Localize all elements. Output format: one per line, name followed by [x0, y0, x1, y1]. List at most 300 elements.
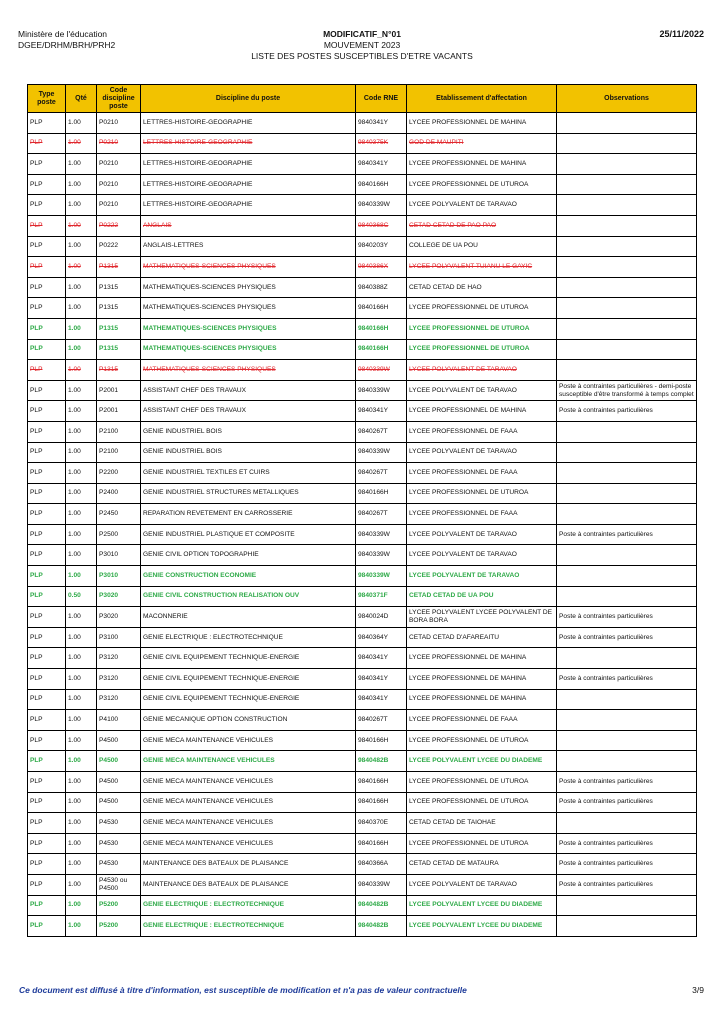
- cell-code: P3020: [97, 607, 141, 628]
- cell-observations: [557, 504, 697, 525]
- cell-code: P4500: [97, 751, 141, 772]
- vacancies-table: [27, 84, 697, 937]
- cell-etablissement: LYCEE PROFESSIONNEL DE MAHINA: [407, 113, 557, 134]
- cell-etablissement: LYCEE POLYVALENT LYCEE DU DIADEME: [407, 895, 557, 916]
- cell-qte: 1.00: [66, 813, 97, 834]
- table-row: [28, 236, 697, 257]
- cell-observations: [557, 113, 697, 134]
- table-row: [28, 813, 697, 834]
- cell-etablissement: CETAD CETAD DE UA POU: [407, 586, 557, 607]
- cell-discipline: GENIE INDUSTRIEL BOIS: [141, 442, 356, 463]
- cell-discipline: GENIE MECA MAINTENANCE VEHICULES: [141, 792, 356, 813]
- cell-discipline: ASSISTANT CHEF DES TRAVAUX: [141, 401, 356, 422]
- cell-type: PLP: [28, 627, 66, 648]
- table-row: [28, 339, 697, 360]
- cell-etablissement: LYCEE PROFESSIONNEL DE MAHINA: [407, 401, 557, 422]
- cell-observations: [557, 895, 697, 916]
- table-row: [28, 380, 697, 401]
- cell-qte: 1.00: [66, 730, 97, 751]
- page-number: 3/9: [692, 985, 704, 995]
- table-row: [28, 174, 697, 195]
- cell-qte: 1.00: [66, 669, 97, 690]
- cell-discipline: MATHEMATIQUES-SCIENCES PHYSIQUES: [141, 257, 356, 278]
- cell-type: PLP: [28, 710, 66, 731]
- cell-rne: 9840339W: [356, 360, 407, 381]
- cell-type: PLP: [28, 360, 66, 381]
- cell-code: P4530: [97, 854, 141, 875]
- cell-qte: 1.00: [66, 895, 97, 916]
- cell-qte: 1.00: [66, 318, 97, 339]
- cell-rne: 9840267T: [356, 463, 407, 484]
- cell-etablissement: LYCEE POLYVALENT LYCEE DU DIADEME: [407, 751, 557, 772]
- cell-discipline: GENIE MECANIQUE OPTION CONSTRUCTION: [141, 710, 356, 731]
- cell-discipline: GENIE CIVIL EQUIPEMENT TECHNIQUE-ENERGIE: [141, 648, 356, 669]
- cell-rne: 9840166H: [356, 318, 407, 339]
- cell-rne: 9840341Y: [356, 113, 407, 134]
- cell-observations: [557, 566, 697, 587]
- cell-type: PLP: [28, 380, 66, 401]
- cell-type: PLP: [28, 813, 66, 834]
- cell-rne: 9840371F: [356, 586, 407, 607]
- cell-discipline: LETTRES-HISTOIRE-GEOGRAPHIE: [141, 113, 356, 134]
- table-row: [28, 463, 697, 484]
- cell-observations: Poste à contraintes particulières - demi-poste susceptible d'être transformé à temps complet: [557, 380, 697, 401]
- cell-rne: 9840166H: [356, 730, 407, 751]
- cell-code: P1315: [97, 360, 141, 381]
- cell-code: P2001: [97, 380, 141, 401]
- table-row: [28, 833, 697, 854]
- table-row: [28, 421, 697, 442]
- cell-etablissement: LYCEE POLYVALENT LYCEE POLYVALENT DE BORA BORA: [407, 607, 557, 628]
- cell-qte: 1.00: [66, 648, 97, 669]
- cell-type: PLP: [28, 669, 66, 690]
- cell-observations: [557, 916, 697, 937]
- cell-observations: Poste à contraintes particulières: [557, 874, 697, 895]
- table-row: [28, 524, 697, 545]
- cell-type: PLP: [28, 586, 66, 607]
- cell-qte: 1.00: [66, 133, 97, 154]
- table-row: [28, 401, 697, 422]
- cell-code: P2200: [97, 463, 141, 484]
- cell-observations: [557, 215, 697, 236]
- cell-discipline: GENIE MECA MAINTENANCE VEHICULES: [141, 730, 356, 751]
- cell-rne: 9840267T: [356, 421, 407, 442]
- cell-rne: 9840166H: [356, 483, 407, 504]
- cell-discipline: ANGLAIS-LETTRES: [141, 236, 356, 257]
- cell-qte: 1.00: [66, 874, 97, 895]
- cell-observations: Poste à contraintes particulières: [557, 669, 697, 690]
- cell-code: P0210: [97, 133, 141, 154]
- cell-etablissement: LYCEE PROFESSIONNEL DE UTUROA: [407, 792, 557, 813]
- cell-code: P2500: [97, 524, 141, 545]
- cell-rne: 9840482B: [356, 895, 407, 916]
- cell-code: P4530: [97, 813, 141, 834]
- cell-rne: 9840166H: [356, 772, 407, 793]
- cell-discipline: ASSISTANT CHEF DES TRAVAUX: [141, 380, 356, 401]
- cell-discipline: MATHEMATIQUES-SCIENCES PHYSIQUES: [141, 360, 356, 381]
- cell-discipline: MACONNERIE: [141, 607, 356, 628]
- cell-observations: [557, 648, 697, 669]
- cell-qte: 1.00: [66, 113, 97, 134]
- cell-code: P3120: [97, 648, 141, 669]
- cell-code: P3120: [97, 689, 141, 710]
- cell-discipline: GENIE CIVIL EQUIPEMENT TECHNIQUE-ENERGIE: [141, 689, 356, 710]
- cell-type: PLP: [28, 566, 66, 587]
- table-row: [28, 710, 697, 731]
- cell-discipline: GENIE MECA MAINTENANCE VEHICULES: [141, 813, 356, 834]
- cell-type: PLP: [28, 833, 66, 854]
- cell-rne: 9840166H: [356, 174, 407, 195]
- cell-discipline: ANGLAIS: [141, 215, 356, 236]
- cell-discipline: GENIE INDUSTRIEL STRUCTURES METALLIQUES: [141, 483, 356, 504]
- cell-type: PLP: [28, 154, 66, 175]
- cell-discipline: GENIE ELECTRIQUE : ELECTROTECHNIQUE: [141, 627, 356, 648]
- table-row: [28, 298, 697, 319]
- col-header-code: Code discipline poste: [97, 85, 141, 113]
- cell-etablissement: LYCEE POLYVALENT DE TARAVAO: [407, 545, 557, 566]
- cell-code: P2100: [97, 421, 141, 442]
- table-row: [28, 792, 697, 813]
- col-header-qte: Qté: [66, 85, 97, 113]
- cell-etablissement: LYCEE POLYVALENT DE TARAVAO: [407, 566, 557, 587]
- cell-qte: 1.00: [66, 215, 97, 236]
- cell-etablissement: LYCEE PROFESSIONNEL DE UTUROA: [407, 833, 557, 854]
- cell-rne: 9840339W: [356, 380, 407, 401]
- cell-observations: [557, 813, 697, 834]
- cell-etablissement: LYCEE PROFESSIONNEL DE FAAA: [407, 710, 557, 731]
- cell-code: P1315: [97, 339, 141, 360]
- cell-rne: 9840482B: [356, 751, 407, 772]
- cell-observations: [557, 586, 697, 607]
- cell-qte: 1.00: [66, 401, 97, 422]
- cell-rne: 9840166H: [356, 792, 407, 813]
- cell-type: PLP: [28, 772, 66, 793]
- cell-code: P4100: [97, 710, 141, 731]
- cell-rne: 9840388Z: [356, 277, 407, 298]
- cell-etablissement: LYCEE POLYVALENT DE TARAVAO: [407, 380, 557, 401]
- cell-rne: 9840482B: [356, 916, 407, 937]
- col-header-rne: Code RNE: [356, 85, 407, 113]
- cell-rne: 9840370E: [356, 813, 407, 834]
- cell-code: P0210: [97, 174, 141, 195]
- cell-etablissement: LYCEE POLYVALENT LYCEE DU DIADEME: [407, 916, 557, 937]
- table-row: [28, 545, 697, 566]
- cell-qte: 1.00: [66, 710, 97, 731]
- document-date: 25/11/2022: [659, 29, 704, 39]
- cell-qte: 1.00: [66, 442, 97, 463]
- table-row: [28, 751, 697, 772]
- cell-rne: 9840341Y: [356, 669, 407, 690]
- cell-discipline: GENIE ELECTRIQUE : ELECTROTECHNIQUE: [141, 916, 356, 937]
- table-row: [28, 916, 697, 937]
- cell-rne: 9840166H: [356, 298, 407, 319]
- cell-rne: 9840203Y: [356, 236, 407, 257]
- cell-discipline: GENIE CONSTRUCTION ECONOMIE: [141, 566, 356, 587]
- cell-type: PLP: [28, 215, 66, 236]
- cell-etablissement: LYCEE PROFESSIONNEL DE FAAA: [407, 504, 557, 525]
- cell-qte: 1.00: [66, 380, 97, 401]
- cell-discipline: GENIE INDUSTRIEL TEXTILES ET CUIRS: [141, 463, 356, 484]
- cell-observations: Poste à contraintes particulières: [557, 401, 697, 422]
- cell-observations: Poste à contraintes particulières: [557, 524, 697, 545]
- cell-type: PLP: [28, 504, 66, 525]
- cell-observations: [557, 421, 697, 442]
- cell-code: P3010: [97, 545, 141, 566]
- cell-code: P3120: [97, 669, 141, 690]
- cell-type: PLP: [28, 236, 66, 257]
- cell-rne: 9840339W: [356, 545, 407, 566]
- footer-disclaimer: Ce document est diffusé à titre d'information, est susceptible de modification et n'a pas de valeur contractuelle: [19, 985, 467, 995]
- cell-qte: 1.00: [66, 298, 97, 319]
- cell-discipline: LETTRES-HISTOIRE-GEOGRAPHIE: [141, 195, 356, 216]
- cell-qte: 1.00: [66, 627, 97, 648]
- table-row: [28, 442, 697, 463]
- table-row: [28, 483, 697, 504]
- cell-etablissement: LYCEE PROFESSIONNEL DE FAAA: [407, 463, 557, 484]
- table-row: [28, 318, 697, 339]
- cell-type: PLP: [28, 524, 66, 545]
- cell-qte: 1.00: [66, 463, 97, 484]
- header-center: [0, 29, 724, 62]
- cell-discipline: GENIE INDUSTRIEL PLASTIQUE ET COMPOSITE: [141, 524, 356, 545]
- cell-code: P0222: [97, 236, 141, 257]
- cell-etablissement: LYCEE POLYVALENT DE TARAVAO: [407, 524, 557, 545]
- cell-type: PLP: [28, 895, 66, 916]
- cell-code: P3010: [97, 566, 141, 587]
- cell-discipline: GENIE MECA MAINTENANCE VEHICULES: [141, 833, 356, 854]
- cell-discipline: GENIE MECA MAINTENANCE VEHICULES: [141, 772, 356, 793]
- cell-discipline: MATHEMATIQUES-SCIENCES PHYSIQUES: [141, 339, 356, 360]
- cell-rne: 9840364Y: [356, 627, 407, 648]
- cell-code: P0222: [97, 215, 141, 236]
- cell-type: PLP: [28, 113, 66, 134]
- cell-observations: [557, 545, 697, 566]
- cell-type: PLP: [28, 401, 66, 422]
- cell-type: PLP: [28, 730, 66, 751]
- cell-code: P3100: [97, 627, 141, 648]
- table-row: [28, 854, 697, 875]
- ministry-name: Ministère de l'éducation: [18, 29, 108, 39]
- cell-rne: 9840166H: [356, 833, 407, 854]
- cell-discipline: GENIE INDUSTRIEL BOIS: [141, 421, 356, 442]
- cell-qte: 1.00: [66, 689, 97, 710]
- table-row: [28, 607, 697, 628]
- cell-code: P5200: [97, 895, 141, 916]
- cell-etablissement: LYCEE PROFESSIONNEL DE UTUROA: [407, 772, 557, 793]
- cell-observations: [557, 236, 697, 257]
- cell-observations: [557, 174, 697, 195]
- cell-etablissement: LYCEE PROFESSIONNEL DE UTUROA: [407, 339, 557, 360]
- cell-code: P4530 ou P4500: [97, 874, 141, 895]
- table-row: [28, 730, 697, 751]
- cell-type: PLP: [28, 916, 66, 937]
- cell-qte: 1.00: [66, 277, 97, 298]
- cell-qte: 1.00: [66, 833, 97, 854]
- cell-etablissement: LYCEE PROFESSIONNEL DE UTUROA: [407, 730, 557, 751]
- table-header-row: [28, 85, 697, 113]
- cell-qte: 1.00: [66, 772, 97, 793]
- cell-qte: 1.00: [66, 566, 97, 587]
- cell-observations: [557, 751, 697, 772]
- cell-etablissement: LYCEE PROFESSIONNEL DE MAHINA: [407, 154, 557, 175]
- cell-etablissement: LYCEE PROFESSIONNEL DE MAHINA: [407, 669, 557, 690]
- cell-rne: 9840339W: [356, 874, 407, 895]
- cell-code: P1315: [97, 318, 141, 339]
- cell-discipline: LETTRES-HISTOIRE-GEOGRAPHIE: [141, 174, 356, 195]
- cell-rne: 9840341Y: [356, 401, 407, 422]
- cell-etablissement: LYCEE PROFESSIONNEL DE UTUROA: [407, 318, 557, 339]
- cell-etablissement: LYCEE POLYVALENT DE TARAVAO: [407, 360, 557, 381]
- col-header-type: Type poste: [28, 85, 66, 113]
- cell-code: P2400: [97, 483, 141, 504]
- cell-observations: [557, 277, 697, 298]
- cell-etablissement: LYCEE PROFESSIONNEL DE UTUROA: [407, 298, 557, 319]
- cell-type: PLP: [28, 133, 66, 154]
- cell-code: P0210: [97, 154, 141, 175]
- cell-code: P4500: [97, 772, 141, 793]
- cell-type: PLP: [28, 421, 66, 442]
- cell-etablissement: LYCEE POLYVALENT DE TARAVAO: [407, 442, 557, 463]
- cell-qte: 1.00: [66, 751, 97, 772]
- cell-qte: 1.00: [66, 360, 97, 381]
- cell-qte: 0.50: [66, 586, 97, 607]
- table-row: [28, 689, 697, 710]
- cell-qte: 1.00: [66, 545, 97, 566]
- cell-rne: 9840366A: [356, 854, 407, 875]
- cell-rne: 9840267T: [356, 710, 407, 731]
- cell-qte: 1.00: [66, 174, 97, 195]
- cell-qte: 1.00: [66, 154, 97, 175]
- cell-type: PLP: [28, 483, 66, 504]
- document-title: MODIFICATIF_N°01: [323, 29, 401, 39]
- cell-etablissement: CETAD CETAD DE HAO: [407, 277, 557, 298]
- cell-discipline: GENIE ELECTRIQUE : ELECTROTECHNIQUE: [141, 895, 356, 916]
- cell-qte: 1.00: [66, 916, 97, 937]
- table-row: [28, 648, 697, 669]
- cell-discipline: GENIE MECA MAINTENANCE VEHICULES: [141, 751, 356, 772]
- cell-type: PLP: [28, 545, 66, 566]
- cell-observations: [557, 463, 697, 484]
- cell-observations: [557, 360, 697, 381]
- cell-etablissement: LYCEE PROFESSIONNEL DE UTUROA: [407, 483, 557, 504]
- col-header-etablissement: Etablissement d'affectation: [407, 85, 557, 113]
- cell-type: PLP: [28, 689, 66, 710]
- cell-etablissement: LYCEE PROFESSIONNEL DE FAAA: [407, 421, 557, 442]
- document-subtitle: MOUVEMENT 2023: [323, 40, 401, 50]
- cell-type: PLP: [28, 648, 66, 669]
- table-row: [28, 669, 697, 690]
- cell-type: PLP: [28, 339, 66, 360]
- cell-rne: 9840339W: [356, 524, 407, 545]
- cell-etablissement: LYCEE POLYVALENT TUIANU LE GAYIC: [407, 257, 557, 278]
- cell-qte: 1.00: [66, 792, 97, 813]
- cell-code: P2450: [97, 504, 141, 525]
- cell-discipline: MATHEMATIQUES-SCIENCES PHYSIQUES: [141, 277, 356, 298]
- table-row: [28, 566, 697, 587]
- cell-type: PLP: [28, 751, 66, 772]
- cell-discipline: GENIE CIVIL OPTION TOPOGRAPHIE: [141, 545, 356, 566]
- cell-rne: 9840339W: [356, 566, 407, 587]
- cell-discipline: LETTRES-HISTOIRE-GEOGRAPHIE: [141, 133, 356, 154]
- cell-discipline: LETTRES-HISTOIRE-GEOGRAPHIE: [141, 154, 356, 175]
- cell-code: P2001: [97, 401, 141, 422]
- cell-discipline: MAINTENANCE DES BATEAUX DE PLAISANCE: [141, 854, 356, 875]
- cell-etablissement: CETAD CETAD D'AFAREAITU: [407, 627, 557, 648]
- cell-type: PLP: [28, 298, 66, 319]
- cell-etablissement: CETAD CETAD DE PAO PAO: [407, 215, 557, 236]
- table-row: [28, 215, 697, 236]
- table-row: [28, 895, 697, 916]
- cell-code: P1315: [97, 277, 141, 298]
- cell-observations: [557, 195, 697, 216]
- cell-etablissement: LYCEE PROFESSIONNEL DE UTUROA: [407, 174, 557, 195]
- cell-observations: [557, 339, 697, 360]
- cell-qte: 1.00: [66, 195, 97, 216]
- cell-observations: [557, 133, 697, 154]
- cell-observations: [557, 710, 697, 731]
- table-row: [28, 277, 697, 298]
- department-code: DGEE/DRHM/BRH/PRH2: [18, 40, 116, 50]
- cell-etablissement: COLLEGE DE UA POU: [407, 236, 557, 257]
- cell-rne: 9840267T: [356, 504, 407, 525]
- cell-code: P4530: [97, 833, 141, 854]
- cell-type: PLP: [28, 174, 66, 195]
- cell-observations: Poste à contraintes particulières: [557, 607, 697, 628]
- cell-qte: 1.00: [66, 504, 97, 525]
- cell-etablissement: GOD DE MAUPITI: [407, 133, 557, 154]
- cell-observations: [557, 730, 697, 751]
- cell-qte: 1.00: [66, 483, 97, 504]
- cell-rne: 9840339W: [356, 442, 407, 463]
- cell-type: PLP: [28, 195, 66, 216]
- cell-discipline: GENIE CIVIL CONSTRUCTION REALISATION OUV: [141, 586, 356, 607]
- cell-type: PLP: [28, 463, 66, 484]
- cell-code: P1315: [97, 257, 141, 278]
- cell-type: PLP: [28, 277, 66, 298]
- cell-discipline: MATHEMATIQUES-SCIENCES PHYSIQUES: [141, 318, 356, 339]
- cell-code: P5200: [97, 916, 141, 937]
- cell-type: PLP: [28, 318, 66, 339]
- cell-etablissement: LYCEE POLYVALENT DE TARAVAO: [407, 195, 557, 216]
- table-row: [28, 360, 697, 381]
- cell-observations: Poste à contraintes particulières: [557, 833, 697, 854]
- cell-observations: [557, 483, 697, 504]
- table-body: [28, 113, 697, 937]
- table-row: [28, 874, 697, 895]
- cell-qte: 1.00: [66, 607, 97, 628]
- cell-discipline: REPARATION REVETEMENT EN CARROSSERIE: [141, 504, 356, 525]
- cell-type: PLP: [28, 854, 66, 875]
- cell-qte: 1.00: [66, 854, 97, 875]
- cell-etablissement: LYCEE POLYVALENT DE TARAVAO: [407, 874, 557, 895]
- cell-type: PLP: [28, 442, 66, 463]
- table-row: [28, 133, 697, 154]
- cell-type: PLP: [28, 607, 66, 628]
- cell-type: PLP: [28, 792, 66, 813]
- cell-qte: 1.00: [66, 339, 97, 360]
- cell-code: P2100: [97, 442, 141, 463]
- cell-etablissement: CETAD CETAD DE TAIOHAE: [407, 813, 557, 834]
- document-subtitle-2: LISTE DES POSTES SUSCEPTIBLES D'ETRE VACANTS: [251, 51, 473, 61]
- table-row: [28, 113, 697, 134]
- cell-observations: Poste à contraintes particulières: [557, 627, 697, 648]
- cell-discipline: MAINTENANCE DES BATEAUX DE PLAISANCE: [141, 874, 356, 895]
- cell-etablissement: CETAD CETAD DE MATAURA: [407, 854, 557, 875]
- cell-rne: 9840375K: [356, 133, 407, 154]
- cell-observations: [557, 689, 697, 710]
- cell-qte: 1.00: [66, 524, 97, 545]
- cell-observations: [557, 318, 697, 339]
